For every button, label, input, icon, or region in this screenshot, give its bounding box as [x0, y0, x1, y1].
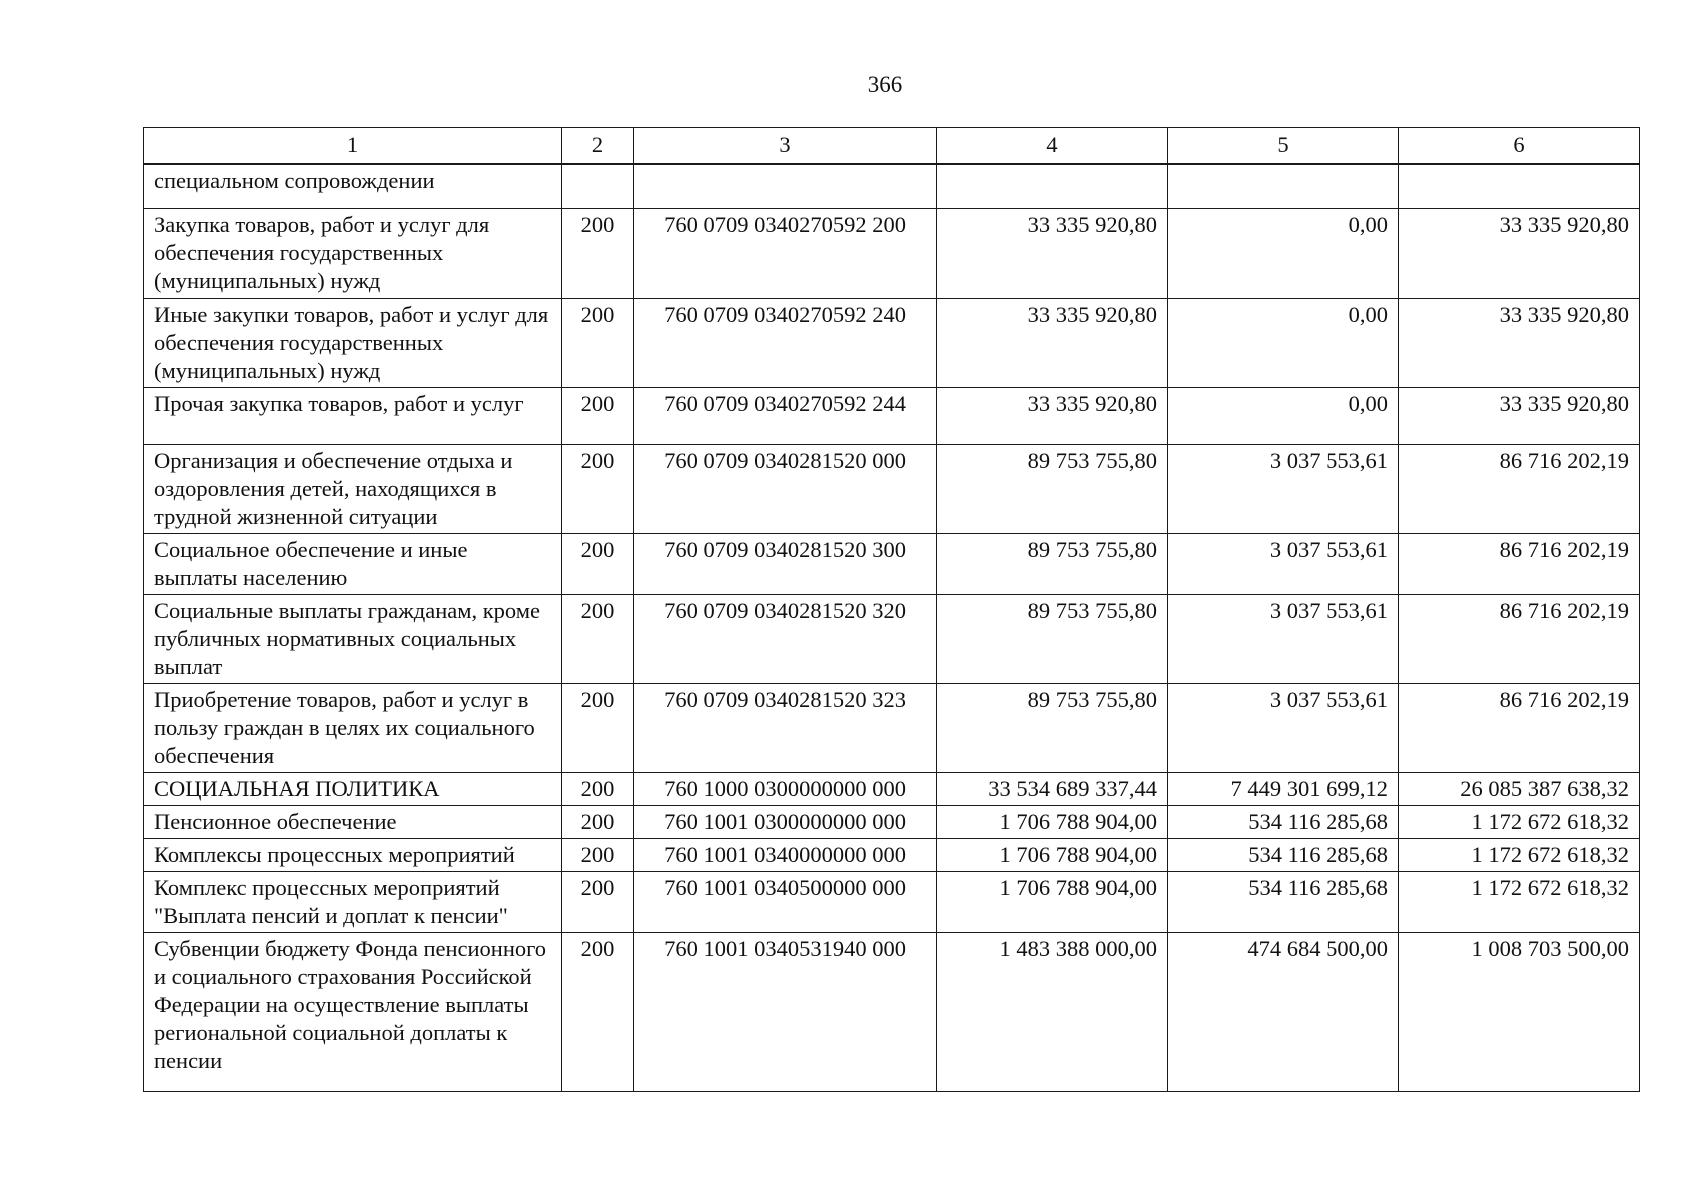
- row-unexecuted-amount: [1399, 164, 1640, 208]
- row-approved-amount: 33 335 920,80: [937, 298, 1168, 387]
- table-row: [144, 298, 1640, 387]
- row-budget-classification-code: [634, 164, 937, 208]
- table-row: [144, 533, 1640, 594]
- row-description: специальном сопровождении: [144, 164, 562, 208]
- row-code: [562, 164, 634, 208]
- row-unexecuted-amount: 1 172 672 618,32: [1399, 871, 1640, 932]
- table-row: [144, 683, 1640, 772]
- row-code: 200: [562, 805, 634, 838]
- column-header: 1: [144, 128, 562, 165]
- row-budget-classification-code: 760 1001 0300000000 000: [634, 805, 937, 838]
- row-budget-classification-code: 760 0709 0340281520 320: [634, 594, 937, 683]
- row-budget-classification-code: 760 0709 0340270592 240: [634, 298, 937, 387]
- row-approved-amount: [937, 164, 1168, 208]
- row-code: 200: [562, 208, 634, 298]
- row-description: Прочая закупка товаров, работ и услуг: [144, 387, 562, 444]
- row-unexecuted-amount: 26 085 387 638,32: [1399, 772, 1640, 805]
- budget-table: [143, 127, 1640, 1092]
- column-header: 2: [562, 128, 634, 165]
- table-row: [144, 164, 1640, 208]
- table-row: [144, 208, 1640, 298]
- table-row: [144, 594, 1640, 683]
- row-unexecuted-amount: 1 172 672 618,32: [1399, 805, 1640, 838]
- row-executed-amount: 3 037 553,61: [1168, 683, 1399, 772]
- column-header: 5: [1168, 128, 1399, 165]
- table-row: [144, 387, 1640, 444]
- row-code: 200: [562, 683, 634, 772]
- row-approved-amount: 89 753 755,80: [937, 533, 1168, 594]
- row-code: 200: [562, 594, 634, 683]
- page-number: 366: [867, 72, 903, 97]
- row-unexecuted-amount: 86 716 202,19: [1399, 683, 1640, 772]
- row-executed-amount: 3 037 553,61: [1168, 444, 1399, 533]
- row-executed-amount: 0,00: [1168, 208, 1399, 298]
- row-executed-amount: 534 116 285,68: [1168, 805, 1399, 838]
- row-code: 200: [562, 871, 634, 932]
- row-executed-amount: 3 037 553,61: [1168, 594, 1399, 683]
- row-unexecuted-amount: 86 716 202,19: [1399, 533, 1640, 594]
- row-executed-amount: 534 116 285,68: [1168, 838, 1399, 871]
- row-budget-classification-code: 760 1001 0340500000 000: [634, 871, 937, 932]
- table-row: [144, 444, 1640, 533]
- table-row: [144, 932, 1640, 1091]
- row-unexecuted-amount: 33 335 920,80: [1399, 208, 1640, 298]
- row-approved-amount: 33 534 689 337,44: [937, 772, 1168, 805]
- table-row: [144, 838, 1640, 871]
- row-code: 200: [562, 533, 634, 594]
- row-approved-amount: 89 753 755,80: [937, 444, 1168, 533]
- row-description: Субвенции бюджету Фонда пенсионного и социального страхования Российской Федерации на осуществление выплаты региональной социальной доплаты к пенсии: [144, 932, 562, 1091]
- column-header: 3: [634, 128, 937, 165]
- row-unexecuted-amount: 33 335 920,80: [1399, 387, 1640, 444]
- row-approved-amount: 1 483 388 000,00: [937, 932, 1168, 1091]
- row-budget-classification-code: 760 1001 0340531940 000: [634, 932, 937, 1091]
- row-budget-classification-code: 760 1001 0340000000 000: [634, 838, 937, 871]
- row-description: Пенсионное обеспечение: [144, 805, 562, 838]
- row-code: 200: [562, 444, 634, 533]
- row-code: 200: [562, 387, 634, 444]
- row-budget-classification-code: 760 1000 0300000000 000: [634, 772, 937, 805]
- row-unexecuted-amount: 1 172 672 618,32: [1399, 838, 1640, 871]
- row-code: 200: [562, 932, 634, 1091]
- row-budget-classification-code: 760 0709 0340281520 300: [634, 533, 937, 594]
- row-executed-amount: 7 449 301 699,12: [1168, 772, 1399, 805]
- row-description: Социальные выплаты гражданам, кроме публичных нормативных социальных выплат: [144, 594, 562, 683]
- row-approved-amount: 33 335 920,80: [937, 208, 1168, 298]
- row-description: Иные закупки товаров, работ и услуг для обеспечения государственных (муниципальных) нужд: [144, 298, 562, 387]
- row-approved-amount: 89 753 755,80: [937, 683, 1168, 772]
- row-description: Организация и обеспечение отдыха и оздоровления детей, находящихся в трудной жизненной ситуации: [144, 444, 562, 533]
- row-budget-classification-code: 760 0709 0340281520 323: [634, 683, 937, 772]
- row-description: Социальное обеспечение и иные выплаты населению: [144, 533, 562, 594]
- row-executed-amount: 534 116 285,68: [1168, 871, 1399, 932]
- row-unexecuted-amount: 86 716 202,19: [1399, 444, 1640, 533]
- row-approved-amount: 33 335 920,80: [937, 387, 1168, 444]
- table-row: [144, 772, 1640, 805]
- row-description: СОЦИАЛЬНАЯ ПОЛИТИКА: [144, 772, 562, 805]
- row-unexecuted-amount: 1 008 703 500,00: [1399, 932, 1640, 1091]
- row-code: 200: [562, 298, 634, 387]
- row-unexecuted-amount: 86 716 202,19: [1399, 594, 1640, 683]
- row-approved-amount: 1 706 788 904,00: [937, 838, 1168, 871]
- row-approved-amount: 1 706 788 904,00: [937, 871, 1168, 932]
- row-executed-amount: [1168, 164, 1399, 208]
- row-executed-amount: 474 684 500,00: [1168, 932, 1399, 1091]
- row-approved-amount: 1 706 788 904,00: [937, 805, 1168, 838]
- row-unexecuted-amount: 33 335 920,80: [1399, 298, 1640, 387]
- row-description: Приобретение товаров, работ и услуг в пользу граждан в целях их социального обеспечения: [144, 683, 562, 772]
- row-description: Закупка товаров, работ и услуг для обеспечения государственных (муниципальных) нужд: [144, 208, 562, 298]
- row-budget-classification-code: 760 0709 0340281520 000: [634, 444, 937, 533]
- row-executed-amount: 0,00: [1168, 298, 1399, 387]
- column-header: 6: [1399, 128, 1640, 165]
- row-budget-classification-code: 760 0709 0340270592 200: [634, 208, 937, 298]
- table-row: [144, 871, 1640, 932]
- row-budget-classification-code: 760 0709 0340270592 244: [634, 387, 937, 444]
- column-header: 4: [937, 128, 1168, 165]
- row-executed-amount: 3 037 553,61: [1168, 533, 1399, 594]
- row-approved-amount: 89 753 755,80: [937, 594, 1168, 683]
- row-description: Комплекс процессных мероприятий "Выплата пенсий и доплат к пенсии": [144, 871, 562, 932]
- table-row: [144, 805, 1640, 838]
- row-description: Комплексы процессных мероприятий: [144, 838, 562, 871]
- row-code: 200: [562, 838, 634, 871]
- row-code: 200: [562, 772, 634, 805]
- table-header-row: [144, 128, 1640, 165]
- row-executed-amount: 0,00: [1168, 387, 1399, 444]
